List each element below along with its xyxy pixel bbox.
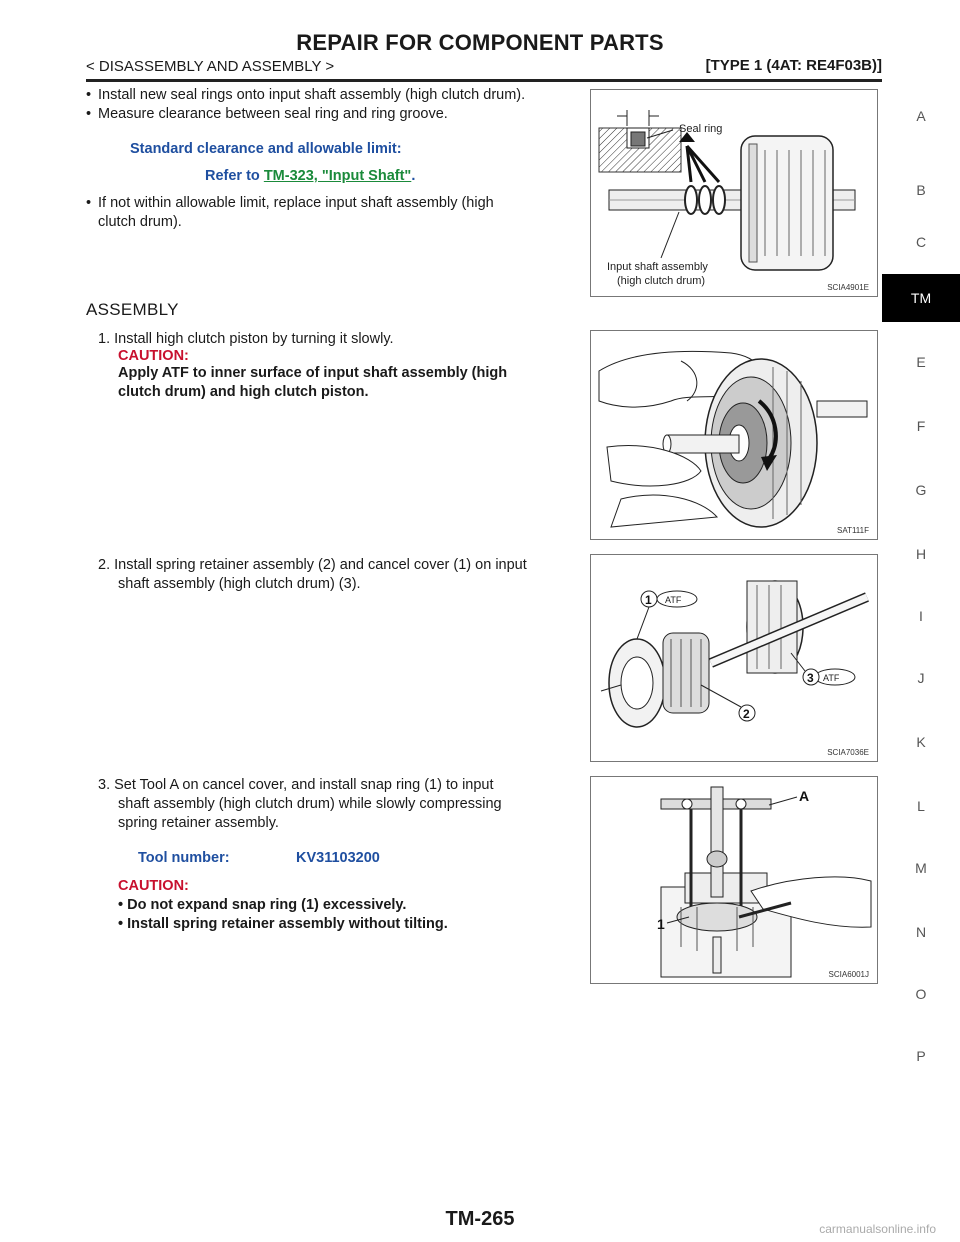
figure-code: SCIA6001J	[828, 970, 869, 979]
tool-number-label: Tool number:	[138, 850, 230, 866]
breadcrumb: < DISASSEMBLY AND ASSEMBLY >	[86, 58, 335, 75]
caution-bullet: •	[118, 916, 128, 932]
step-1-caution-line-2: clutch drum) and high clutch piston.	[118, 384, 369, 400]
page-title: REPAIR FOR COMPONENT PARTS	[296, 30, 664, 55]
figure-tool-a	[590, 776, 878, 984]
step-3-line-2: shaft assembly (high clutch drum) while slowly compressing	[118, 796, 502, 812]
tool-illustration	[591, 777, 877, 983]
index-item-tm[interactable]: TM	[882, 274, 960, 322]
page-number: TM-265	[445, 1208, 515, 1230]
figure-code: SCIA7036E	[827, 748, 869, 757]
figure-piston-install	[590, 330, 878, 540]
step-3-caution-item-2	[118, 915, 448, 934]
index-item-i[interactable]: I	[919, 608, 923, 624]
step-2-line-2: shaft assembly (high clutch drum) (3).	[118, 576, 361, 592]
index-item-e[interactable]: E	[916, 354, 926, 370]
index-item-n[interactable]: N	[915, 924, 927, 940]
figure-spring-retainer	[590, 554, 878, 762]
caution-item-1-text: Do not expand snap ring (1) excessively.	[127, 897, 407, 913]
index-item-h[interactable]: H	[915, 546, 927, 562]
step-3-caution-item-1	[118, 896, 406, 915]
index-item-b[interactable]: B	[916, 182, 926, 198]
index-item-g[interactable]: G	[915, 482, 927, 498]
spec-label: Standard clearance and allowable limit:	[130, 141, 402, 157]
caution-bullet: •	[118, 897, 128, 913]
step-2-line-1: 2. Install spring retainer assembly (2) and cancel cover (1) on input	[98, 557, 527, 573]
tool-a-label: A	[799, 788, 810, 804]
index-item-a[interactable]: A	[916, 108, 926, 124]
step-1-caution-line-1: Apply ATF to inner surface of input shaft assembly (high	[118, 365, 508, 381]
step-3-line-3: spring retainer assembly.	[118, 815, 279, 831]
step-3-caution-label: CAUTION:	[118, 878, 189, 894]
assembly-heading: ASSEMBLY	[86, 300, 179, 319]
figure-seal-ring	[590, 89, 878, 297]
input-shaft-label-2: (high clutch drum)	[617, 275, 706, 287]
snap-ring-callout: 1	[657, 916, 665, 932]
section-index	[882, 96, 960, 1096]
figure-code: SAT111F	[836, 526, 869, 535]
type-label: [TYPE 1 (4AT: RE4F03B)]	[705, 57, 882, 74]
caution-item-2-text: Install spring retainer assembly without tilting.	[127, 916, 448, 932]
index-item-o[interactable]: O	[915, 986, 927, 1002]
refer-prefix: Refer to	[205, 168, 260, 184]
index-item-p[interactable]: P	[916, 1048, 926, 1064]
piston-illustration	[591, 331, 877, 539]
index-item-j[interactable]: J	[917, 670, 925, 686]
callout-1: 1	[645, 593, 652, 607]
index-item-c[interactable]: C	[915, 234, 927, 250]
index-item-l[interactable]: L	[917, 798, 925, 814]
seal-ring-illustration	[591, 90, 877, 296]
intro-bullet-1: • Install new seal rings onto input shaft assembly (high clutch drum).	[98, 86, 580, 105]
refer-suffix: .	[411, 168, 416, 184]
step-1-caution-label: CAUTION:	[118, 348, 189, 364]
index-item-f[interactable]: F	[916, 418, 926, 434]
atf-tag-2: ATF	[823, 673, 840, 683]
atf-tag-1: ATF	[665, 595, 682, 605]
tool-number-value: KV31103200	[296, 850, 380, 866]
spec-link[interactable]: TM-323, "Input Shaft"	[263, 168, 412, 184]
step-1-text: 1. Install high clutch piston by turning it slowly.	[98, 331, 394, 347]
callout-2: 2	[743, 707, 750, 721]
intro-bullet-3: • If not within allowable limit, replace input shaft assembly (high	[98, 194, 580, 213]
watermark: carmanualsonline.info	[819, 1222, 936, 1236]
header-divider	[86, 79, 882, 82]
intro-bullet-2: • Measure clearance between seal ring and ring groove.	[98, 105, 580, 124]
spring-retainer-illustration	[591, 555, 877, 761]
figure-code: SCIA4901E	[827, 283, 869, 292]
index-item-m[interactable]: M	[915, 860, 927, 876]
intro-bullet-3-cont: clutch drum).	[98, 214, 182, 230]
index-item-k[interactable]: K	[916, 734, 926, 750]
step-3-line-1: 3. Set Tool A on cancel cover, and install snap ring (1) to input	[98, 777, 494, 793]
input-shaft-label-1: Input shaft assembly	[607, 261, 708, 273]
seal-ring-label: Seal ring	[679, 123, 723, 135]
callout-3: 3	[807, 671, 814, 685]
spec-reference	[205, 167, 415, 186]
